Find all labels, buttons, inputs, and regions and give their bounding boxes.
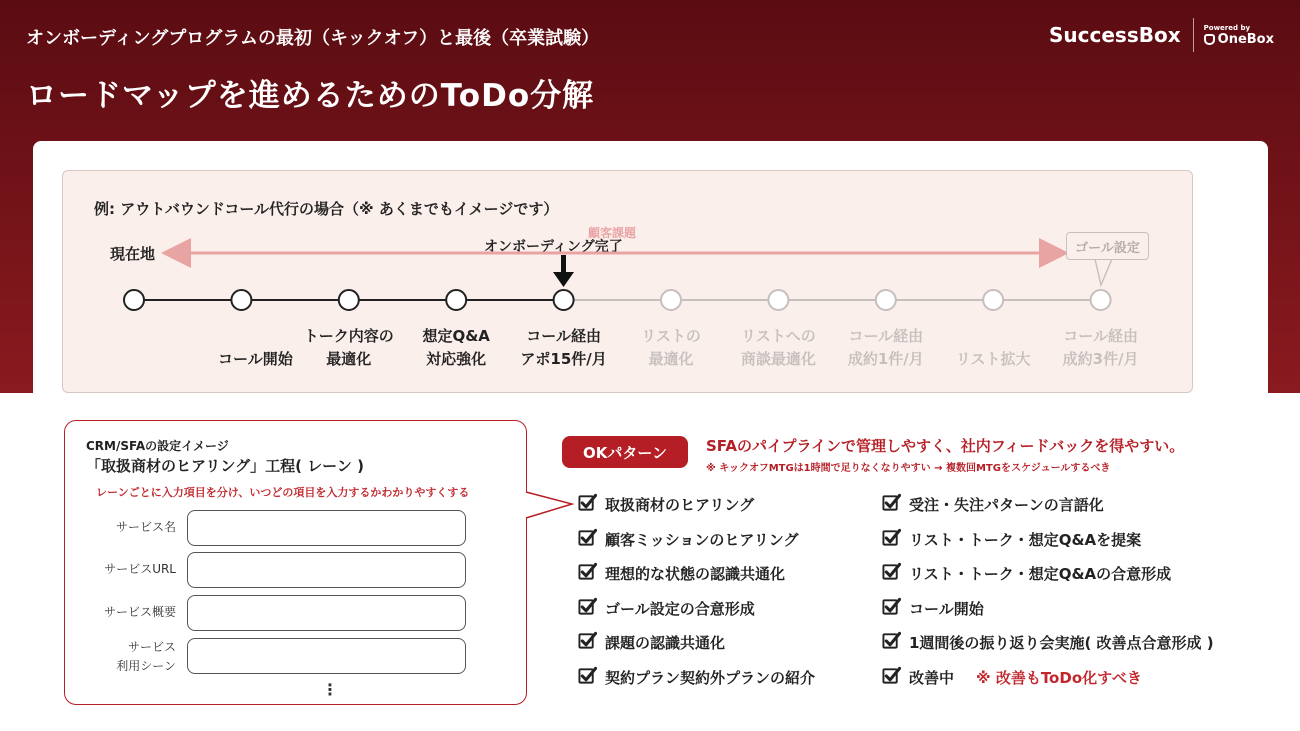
milestone-label-line2: リスト拡大: [955, 350, 1031, 368]
header-kicker: オンボーディングプログラムの最初（キックオフ）と最後（卒業試験）: [26, 28, 600, 49]
milestone-label-line2: アポ15件/月: [520, 350, 607, 368]
milestone-label-line2: 成約1件/月: [847, 350, 924, 368]
crm-field-input[interactable]: [187, 510, 466, 546]
crm-field-label: [66, 518, 176, 537]
checklist-item-text: 1週間後の振り返り会実施( 改善点合意形成 ): [909, 634, 1214, 652]
crm-field-input[interactable]: [187, 595, 466, 631]
checklist-item-text: 取扱商材のヒアリング: [605, 496, 755, 514]
crm-title: CRM/SFAの設定イメージ: [86, 439, 229, 453]
checklist-item-text: 課題の認識共通化: [605, 634, 726, 652]
improvement-note: ※ 改善もToDo化すべき: [976, 668, 1142, 687]
crm-field-label-line2: 利用シーン: [116, 659, 176, 673]
checklist-item-text: 受注・失注パターンの言語化: [909, 496, 1104, 514]
milestone-label-line1: リストの: [641, 327, 701, 345]
ok-note: ※ キックオフMTGは1時間で足りなくなりやすい → 複数回MTGをスケジュールするべき: [706, 463, 1111, 474]
checklist-item-text: リスト・トーク・想定Q&Aを提案: [909, 530, 1142, 549]
milestone-label-line1: トーク内容の: [303, 327, 394, 345]
checklist-item-text: コール開始: [909, 599, 984, 618]
crm-subtitle: 「取扱商材のヒアリング」工程( レーン ): [86, 457, 364, 475]
checklist-item-text: 契約プラン契約外プランの紹介: [605, 668, 816, 687]
milestone-label-line1: コール経由: [526, 327, 601, 345]
checklist-item-text: 顧客ミッションのヒアリング: [605, 530, 799, 549]
crm-field-label: [66, 603, 176, 622]
crm-field-label: [66, 638, 176, 676]
powered-by-label: Powered by: [1203, 23, 1251, 32]
milestone-label-line1: コール経由: [848, 327, 924, 345]
onboarding-done-label: オンボーディング完了: [484, 239, 623, 255]
goal-setting-tag: ゴール設定: [1066, 232, 1149, 260]
checklist-item-text: 改善中: [909, 668, 955, 687]
more-fields-icon: ⋮: [322, 680, 338, 699]
milestone-label-line2: 成約3件/月: [1062, 350, 1139, 368]
crm-field-label: [66, 560, 176, 579]
milestone-label-line1: コール経由: [1063, 327, 1138, 345]
milestone-label-line1: リストへの: [741, 327, 816, 345]
onebox-name: OneBox: [1217, 31, 1274, 47]
checklist-item-text: リスト・トーク・想定Q&Aの合意形成: [909, 565, 1172, 583]
crm-field-label-line1: サービス概要: [103, 605, 176, 619]
roadmap-example-label: 例: アウトバウンドコール代行の場合（※ あくまでもイメージです）: [94, 200, 559, 218]
crm-field-label-line1: サービスURL: [104, 562, 176, 576]
milestone-label-line1: 想定Q&A: [422, 327, 490, 345]
milestone-label-line2: 商談最適化: [740, 350, 816, 368]
crm-field-input[interactable]: [187, 552, 466, 588]
ok-headline: SFAのパイプラインで管理しやすく、社内フィードバックを得やすい。: [706, 437, 1185, 455]
checklist-item-text: ゴール設定の合意形成: [605, 599, 755, 618]
milestone-label-line2: 最適化: [648, 350, 694, 368]
milestone-label-line2: コール開始: [218, 350, 293, 368]
current-position-label: 現在地: [110, 245, 156, 263]
crm-field-label-line1: サービス名: [115, 520, 176, 534]
ok-pattern-badge: OKパターン: [562, 436, 688, 468]
crm-note: レーンごとに入力項目を分け、いつどの項目を入力するかわかりやすくする: [96, 486, 470, 499]
milestone-label-line2: 対応強化: [426, 350, 487, 368]
crm-field-input[interactable]: [187, 638, 466, 674]
brand-name: SuccessBox: [1049, 18, 1194, 52]
customer-issue-label: 顧客課題: [588, 226, 637, 240]
milestone-label-line2: 最適化: [326, 350, 372, 368]
crm-field-label-line1: サービス: [127, 640, 176, 654]
checklist-item-text: 理想的な状態の認識共通化: [605, 565, 786, 583]
page-title: ロードマップを進めるためのToDo分解: [26, 78, 595, 114]
